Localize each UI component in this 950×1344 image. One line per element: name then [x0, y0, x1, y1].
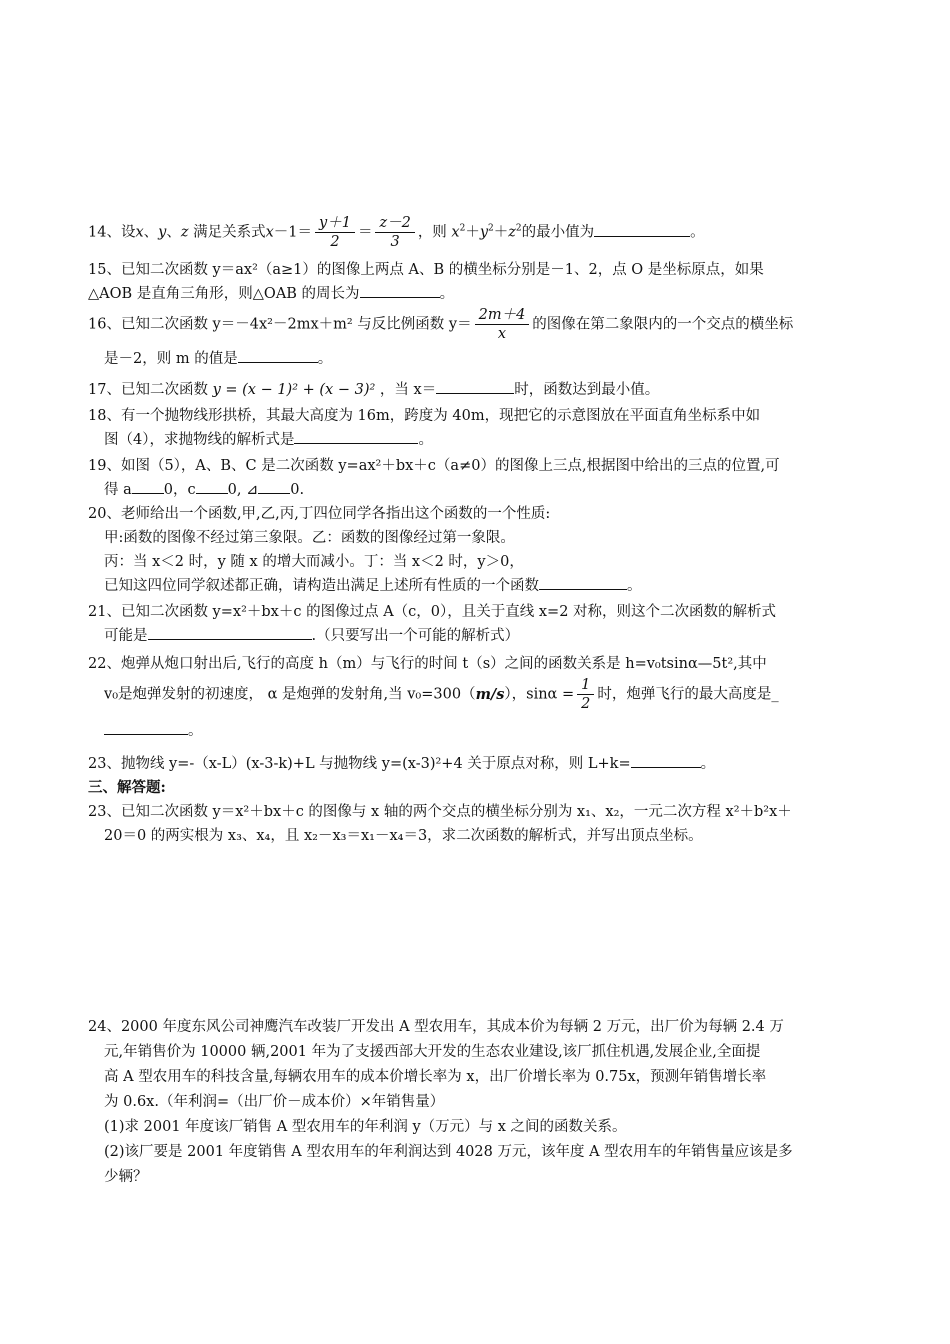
question-23: 23、已知二次函数 y＝x²＋bx＋c 的图像与 x 轴的两个交点的横坐标分别为 x₁、x₂，一元二次方程 x²＋b²x＋ 20＝0 的两实根为 x₃、x₄，且 x₂－x₃＝x₁－x₄＝3，求二次函数的解析式，并写出顶点坐标。 — [88, 804, 792, 844]
question-17: 17、已知二次函数 y = (x − 1)² + (x − 3)² ，当 x＝ 时，函数达到最小值。 — [88, 378, 868, 402]
question-24: 24、2000 年度东风公司神鹰汽车改装厂开发出 A 型农用车，其成本价为每辆 2 万元，出厂价为每辆 2.4 万 元,年销售价为 10000 辆,2001 年为了支援西部大开发的生态农业建设,该厂抓住机遇,发展企业,全面提 高 A 型农用车的科技含量,每辆农用车的成本价增长率为 x，出厂价增长率为 0.75x，预测年销售增长率 为 0.6x.（年利润=（出厂价－成本价）×年销售量） (1)求 2001 年度该厂销售 A 型农用车的年利润 y（万元）与 x 之间的函数关系。 (2)该厂要是 2001 年度销售 A 型农用车的年利润达到 4028 万元，该年度 A 型农用车的年销售量应该是多 少辆？ — [88, 1019, 793, 1185]
section-heading: 三、解答题: — [88, 779, 166, 796]
answer-blank[interactable] — [539, 575, 627, 590]
answer-blank[interactable] — [360, 283, 440, 298]
question-14: 14、设x、y、z 满足关系式x－1＝ $\frac{y+1}{2}$ ＝ $\frac{z-2}{3}$ ，则 $x^2+y^2+z^2$的最小值为 。 — [88, 215, 705, 250]
fraction-half: $\frac{1}{2}$ — [577, 676, 594, 713]
fraction-y: $\frac{y+1}{2}$ — [315, 214, 355, 251]
fraction-2m4: $\frac{2m+4}{x}$ — [475, 306, 530, 343]
question-21: 21、已知二次函数 y=x²＋bx＋c 的图像过点 A（c，0），且关于直线 x=2 对称，则这个二次函数的解析式 可能是 .（只要写出一个可能的解析式） — [88, 604, 777, 644]
answer-blank[interactable] — [258, 479, 290, 494]
answer-blank[interactable] — [148, 625, 312, 640]
answer-blank[interactable] — [594, 222, 690, 237]
answer-blank[interactable] — [436, 379, 514, 394]
question-18: 18、有一个抛物线形拱桥，其最大高度为 16m，跨度为 40m，现把它的示意图放在平面直角坐标系中如 图（4），求抛物线的解析式是 。 — [88, 408, 761, 448]
answer-blank[interactable] — [631, 753, 701, 768]
question-22: 22、炮弹从炮口射出后,飞行的高度 h（m）与飞行的时间 t（s）之间的函数关系是 h=v₀tsinα—5t²,其中 v₀是炮弹发射的初速度， α 是炮弹的发射角,当 v₀=300（m/s），sinα = $\frac{1}{2}$ 时，炮弹飞行的最大高度是_ 。 — [88, 656, 779, 739]
answer-blank[interactable] — [196, 479, 228, 494]
fraction-z: $\frac{z-2}{3}$ — [375, 214, 414, 251]
question-15: 15、已知二次函数 y＝ax²（a≥1）的图像上两点 A、B 的横坐标分别是－1、2，点 O 是坐标原点，如果 △AOB 是直角三角形，则△OAB 的周长为 。 — [88, 262, 764, 302]
answer-blank[interactable] — [104, 720, 188, 735]
question-23-parabola: 23、抛物线 y=-（x-L）(x-3-k)+L 与抛物线 y=(x-3)²+4 关于原点对称，则 L+k= 。 — [88, 752, 868, 776]
answer-blank[interactable] — [238, 348, 318, 363]
question-19: 19、如图（5），A、B、C 是二次函数 y=ax²＋bx＋c（a≠0）的图像上三点,根据图中给出的三点的位置,可 得 a 0，c 0, ⊿ 0. — [88, 458, 780, 498]
question-20: 20、老师给出一个函数,甲,乙,丙,丁四位同学各指出这个函数的一个性质: 甲:函数的图像不经过第三象限。乙：函数的图像经过第一象限。 丙：当 x＜2 时，y 随 x 的增大而减小。丁：当 x＜2 时，y＞0， 已知这四位同学叙述都正确，请构造出满足上述所有性质的一个函数 。 — [88, 506, 642, 594]
answer-blank[interactable] — [132, 479, 164, 494]
question-16: 16、已知二次函数 y＝－4x²－2mx＋m² 与反比例函数 y＝ $\frac{2m+4}{x}$ 的图像在第二象限内的一个交点的横坐标 是－2，则 m 的值是 。 — [88, 307, 794, 367]
answer-blank[interactable] — [294, 429, 418, 444]
